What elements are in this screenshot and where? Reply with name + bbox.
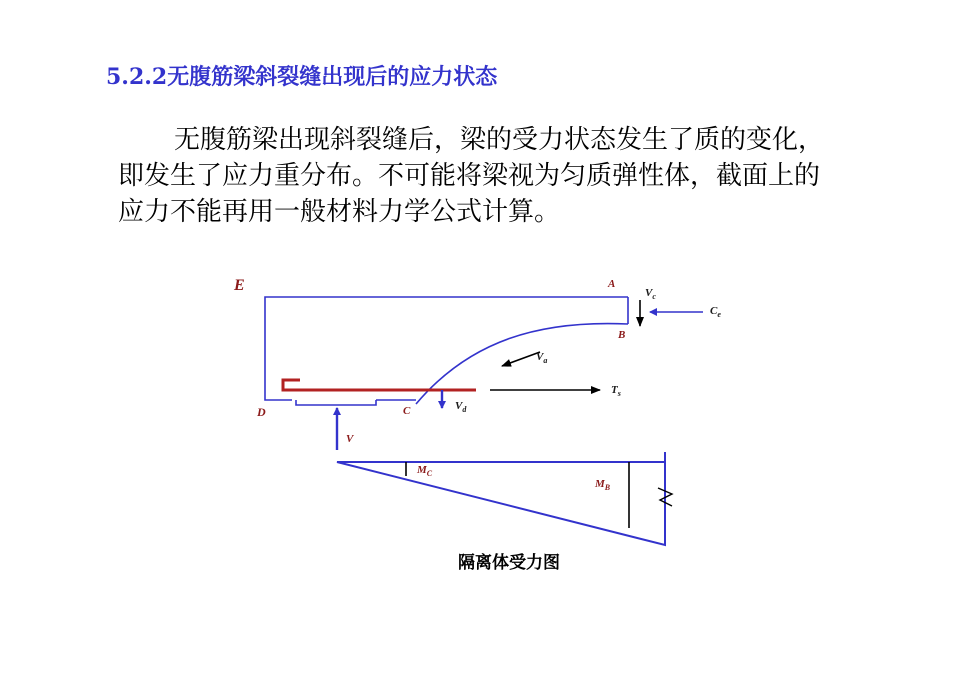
- label-a: A: [608, 278, 616, 290]
- support-plate: [296, 400, 376, 405]
- label-ce: $C_e$: [710, 305, 721, 319]
- label-va: $V_a$: [536, 351, 548, 365]
- label-vd: $V_d$: [455, 400, 467, 414]
- label-vc: $V_c$: [645, 287, 656, 301]
- moment-diagram-outline: [337, 462, 665, 545]
- diagram-caption: 隔离体受力图: [458, 553, 560, 573]
- label-mb: $M_B$: [595, 478, 611, 492]
- label-c: C: [403, 405, 411, 417]
- label-d: D: [257, 405, 266, 419]
- longitudinal-rebar: [283, 380, 476, 390]
- label-mc: $M_C$: [417, 464, 433, 478]
- label-ts: $T_s$: [611, 384, 621, 398]
- diagonal-crack: [416, 324, 628, 404]
- va-arrow: [502, 352, 540, 366]
- beam-outline: [265, 297, 628, 400]
- paragraph-line-3: 应力不能再用一般材料力学公式计算。: [118, 197, 561, 227]
- paragraph-line-2: 即发生了应力重分布。不可能将梁视为匀质弹性体，截面上的: [118, 161, 821, 191]
- label-v: V: [346, 433, 354, 445]
- paragraph-line-1: 无腹筋梁出现斜裂缝后，梁的受力状态发生了质的变化，: [174, 125, 825, 155]
- label-e: E: [234, 277, 245, 294]
- section-heading: 5.2.2无腹筋梁斜裂缝出现后的应力状态: [106, 64, 498, 90]
- label-b: B: [618, 329, 626, 341]
